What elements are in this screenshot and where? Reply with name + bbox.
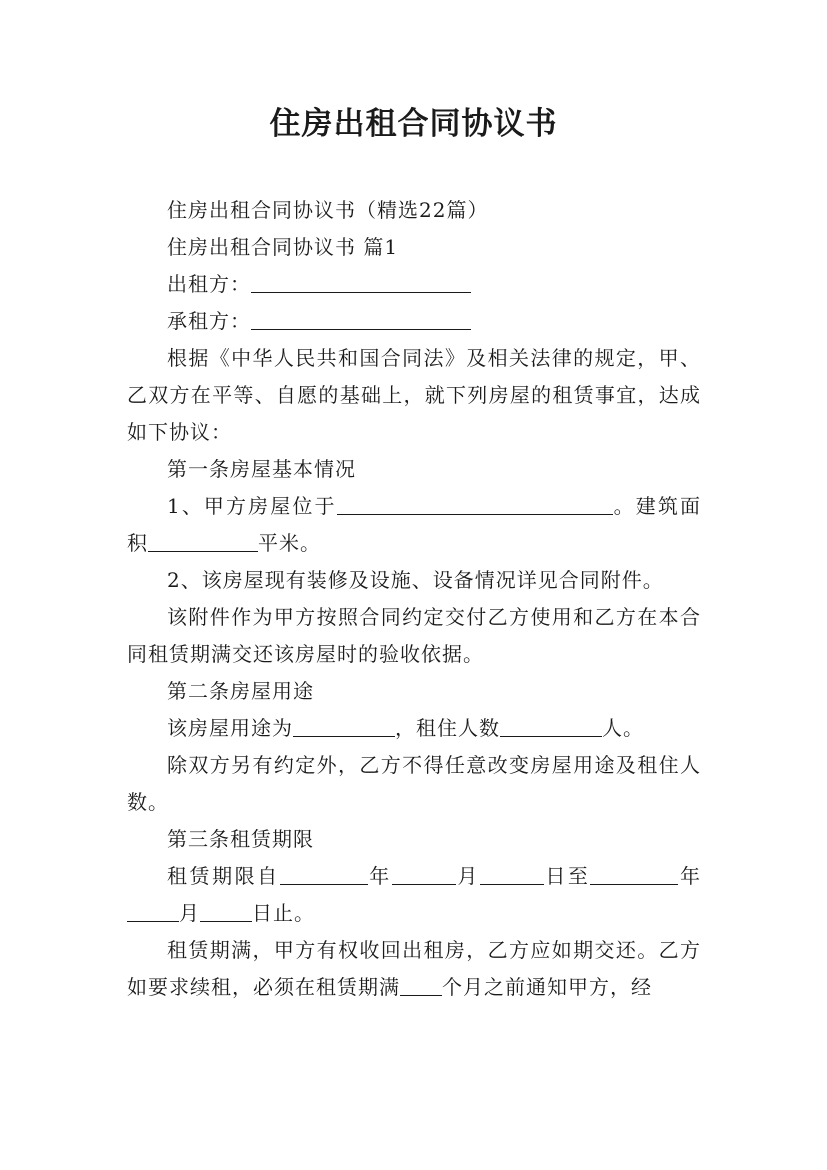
end-month-blank [127,899,179,922]
lessee-label: 承租方： [167,309,251,333]
article-2-item-2: 除双方另有约定外，乙方不得任意改变房屋用途及租住人数。 [127,753,701,814]
day-to-label: 日至 [543,864,591,888]
start-month-blank [392,862,456,885]
end-day-blank [200,899,252,922]
article-3-item-2 [127,932,701,1006]
end-year-blank [590,862,678,885]
part-heading: 住房出租合同协议书 篇1 [167,235,399,259]
occupants-blank [500,714,602,737]
start-year-blank [280,862,368,885]
term-label: 租赁期限自 [167,864,280,888]
document-body [127,192,701,1006]
article-1-item-3: 该附件作为甲方按照合同约定交付乙方使用和乙方在本合同租赁期满交还该房屋时的验收依据。 [127,605,701,666]
renewal-text-end: 个月之前通知甲方，经 [442,975,652,999]
lessor-label: 出租方： [167,272,251,296]
lessor-line [127,266,701,303]
subtitle-line: 住房出租合同协议书（精选22篇） [167,198,489,222]
lessee-blank [251,307,471,330]
day-end-label: 日止。 [252,901,315,925]
area-label: 。建筑面积 [127,494,701,555]
article-2-heading: 第二条房屋用途 [167,679,314,703]
article-1-item-1 [127,488,701,562]
article-3-item-1 [127,858,701,932]
lessee-line [127,303,701,340]
document-title: 住房出租合同协议书 [269,106,558,142]
year-label: 年 [367,864,392,888]
occupants-unit: 人。 [602,716,644,740]
lessor-blank [251,270,471,293]
location-label: 1、甲方房屋位于 [167,494,337,518]
usage-blank [293,714,395,737]
article-3-heading: 第三条租赁期限 [167,827,314,851]
year-label-2: 年 [678,864,702,888]
article-1-heading: 第一条房屋基本情况 [167,457,356,481]
notice-months-blank [400,973,442,996]
location-blank [337,492,613,515]
month-label: 月 [455,864,480,888]
start-day-blank [480,862,544,885]
area-unit: 平米。 [258,531,321,555]
preamble-paragraph: 根据《中华人民共和国合同法》及相关法律的规定，甲、乙双方在平等、自愿的基础上，就下列房屋的租赁事宜，达成如下协议： [127,346,701,444]
area-blank [148,529,258,552]
month-label-2: 月 [179,901,200,925]
article-1-item-2: 2、该房屋现有装修及设施、设备情况详见合同附件。 [167,568,664,592]
occupants-label: ，租住人数 [395,716,500,740]
renewal-text: 租赁期满，甲方有权收回出租房，乙方应如期交还。乙方如要求续租，必须在租赁期满 [127,938,701,999]
article-2-item-1 [127,710,701,747]
usage-label: 该房屋用途为 [167,716,293,740]
